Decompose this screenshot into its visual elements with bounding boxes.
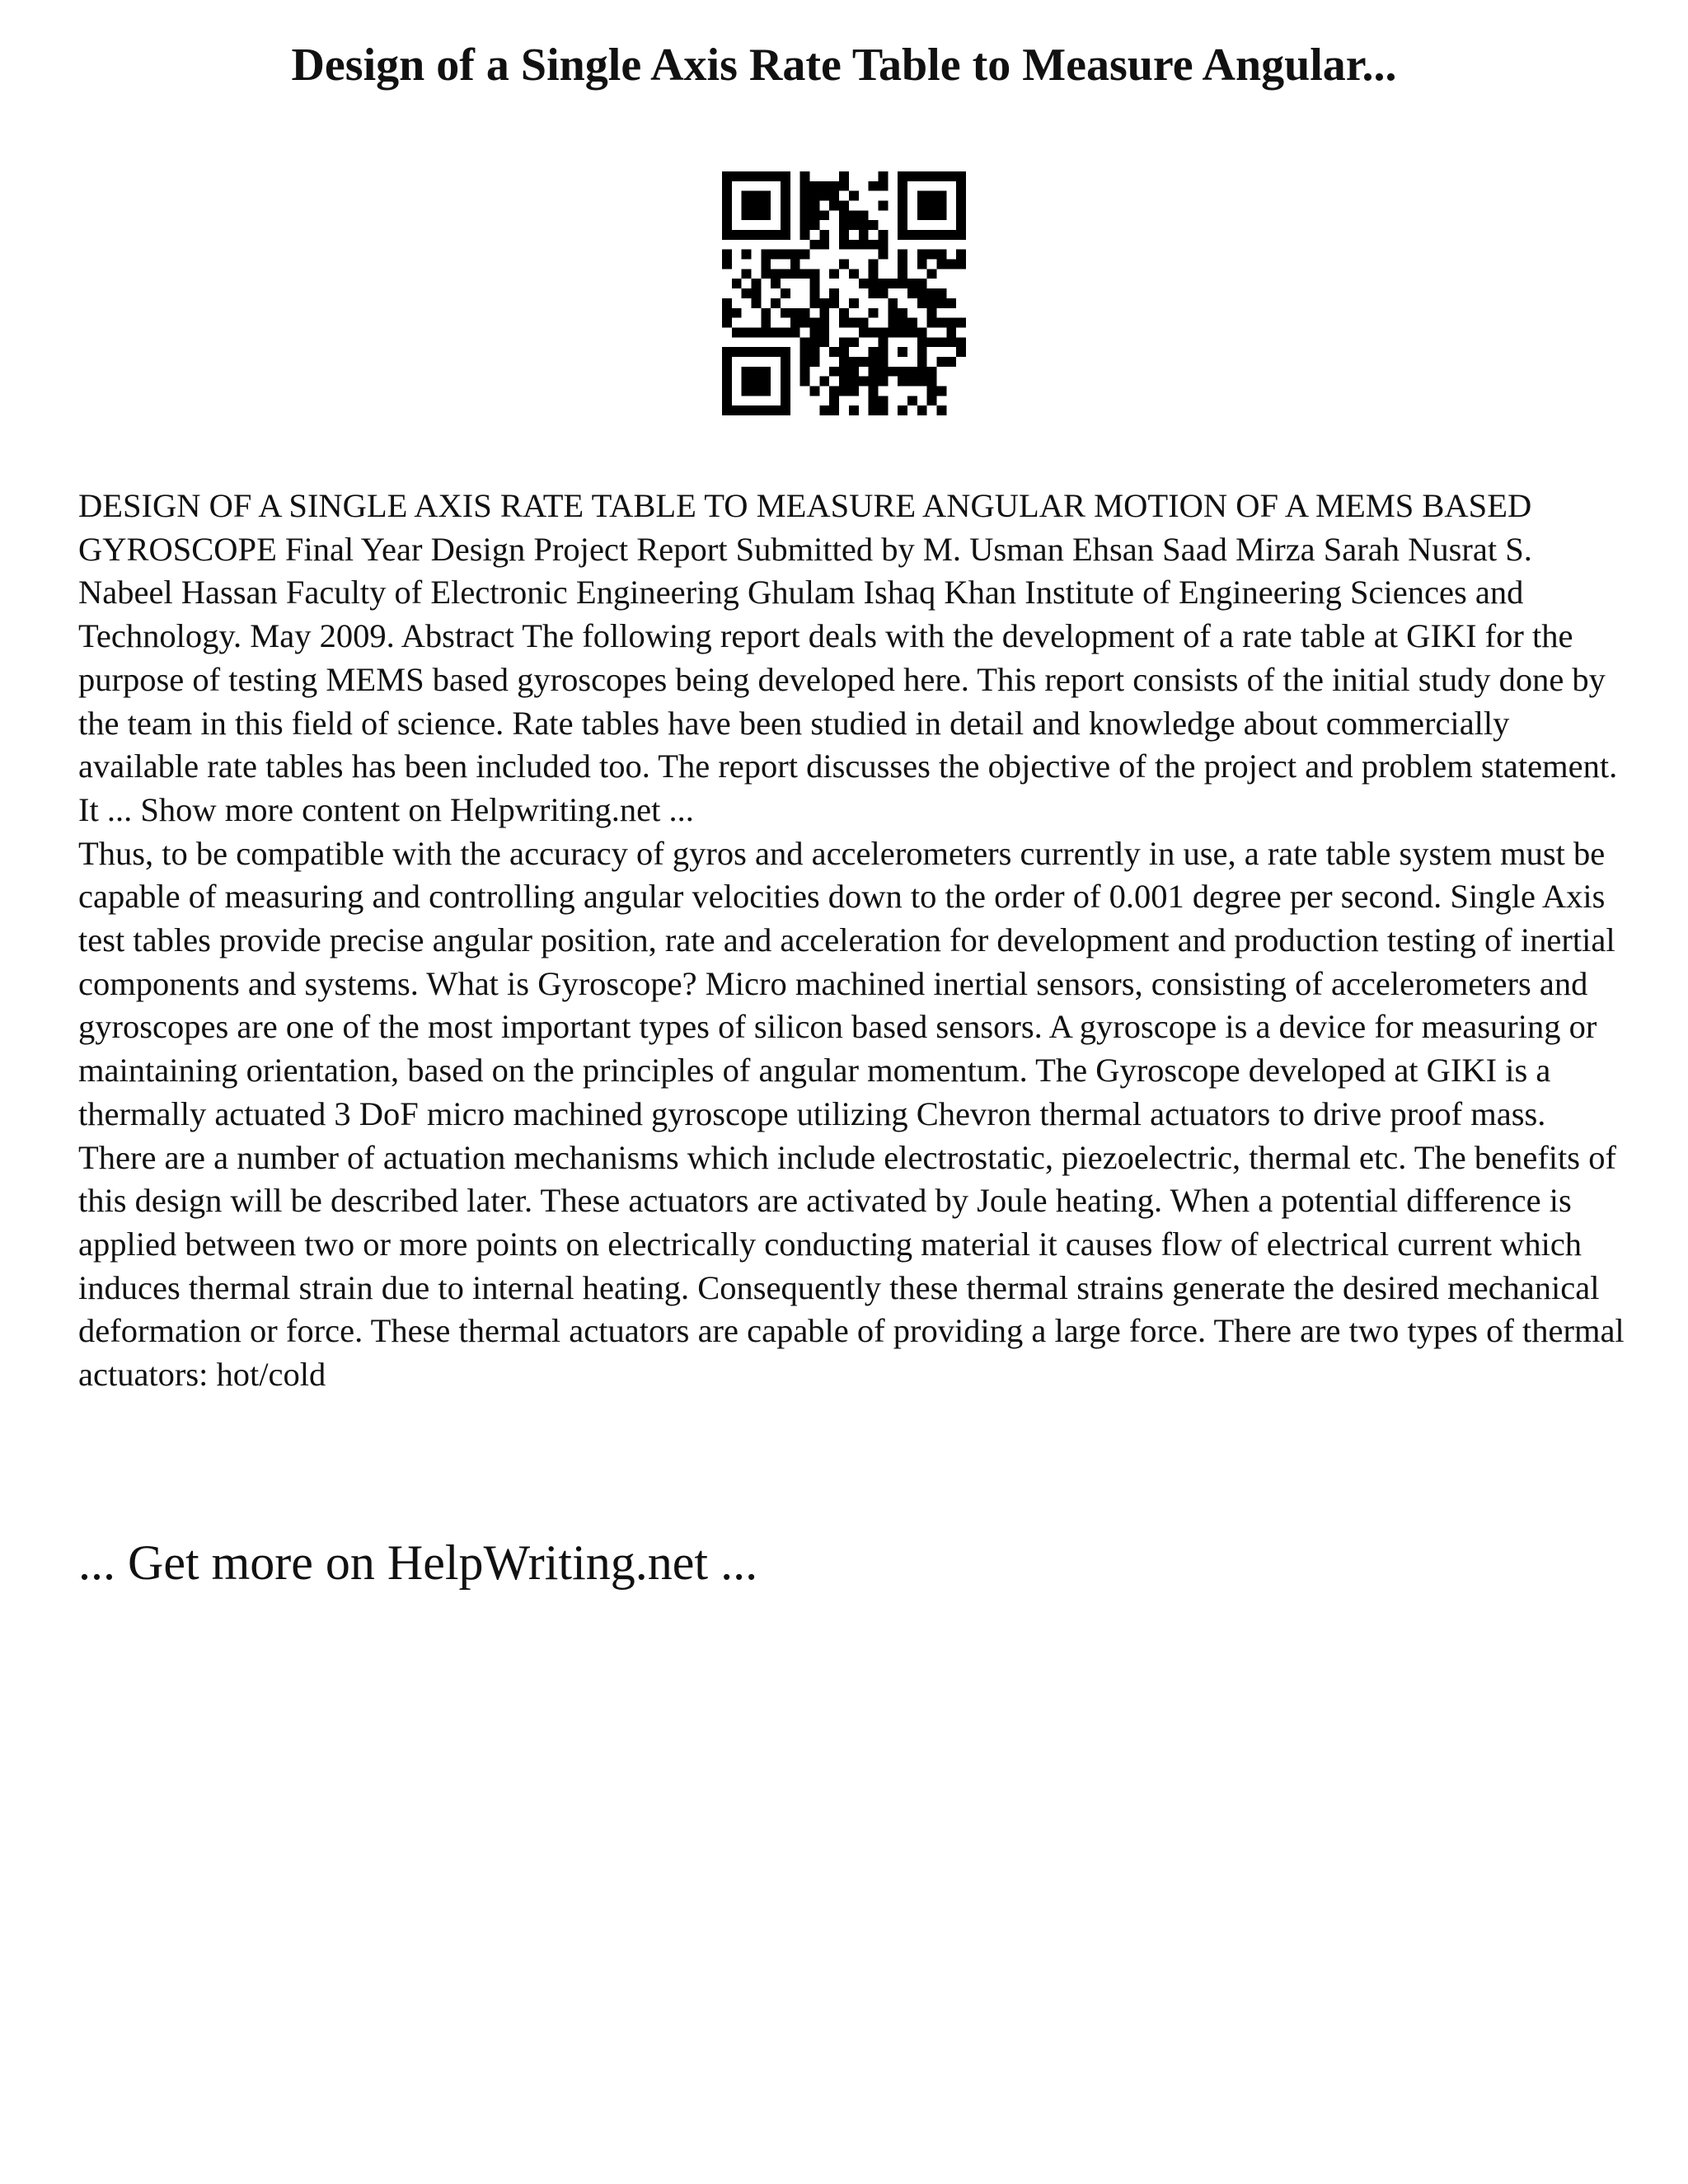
- paragraph-abstract: DESIGN OF A SINGLE AXIS RATE TABLE TO MEASURE ANGULAR MOTION OF A MEMS BASED GYROSCOPE Final Year Design Project Report Submitted by M. Usman Ehsan Saad Mirza Sarah Nusrat S. Nabeel Hassan Faculty of Electronic Engineering Ghulam Ishaq Khan Institute of Engineering Sciences and Technology. May 2009. Abstract The following report deals with the development of a rate table at GIKI for the purpose of testing MEMS based gyroscopes being developed here. This report consists of the initial study done by the team in this field of science. Rate tables have been studied in detail and knowledge about commercially available rate tables has been included too. The report discusses the objective of the project and problem statement. It ... Show more content on Helpwriting.net ...: [78, 487, 1618, 828]
- body-text: [78, 485, 1628, 1397]
- get-more-link[interactable]: ... Get more on HelpWriting.net ...: [78, 1535, 758, 1590]
- qr-code-icon: [722, 171, 966, 415]
- page-title: Design of a Single Axis Rate Table to Measure Angular...: [291, 40, 1397, 91]
- paragraph-gyroscope: Thus, to be compatible with the accuracy of gyros and accelerometers currently in use, a rate table system must be capable of measuring and controlling angular velocities down to the order of 0.001 degree per second. Single Axis test tables provide precise angular position, rate and acceleration for development and production testing of inertial components and systems. What is Gyroscope? Micro machined inertial sensors, consisting of accelerometers and gyroscopes are one of the most important types of silicon based sensors. A gyroscope is a device for measuring or maintaining orientation, based on the principles of angular momentum. The Gyroscope developed at GIKI is a thermally actuated 3 DoF micro machined gyroscope utilizing Chevron thermal actuators to drive proof mass. There are a number of actuation mechanisms which include electrostatic, piezoelectric, thermal etc. The benefits of this design will be described later. These actuators are activated by Joule heating. When a potential difference is applied between two or more points on electrically conducting material it causes flow of electrical current which induces thermal strain due to internal heating. Consequently these thermal strains generate the desired mechanical deformation or force. These thermal actuators are capable of providing a large force. There are two types of thermal actuators: hot/cold: [78, 834, 1625, 1394]
